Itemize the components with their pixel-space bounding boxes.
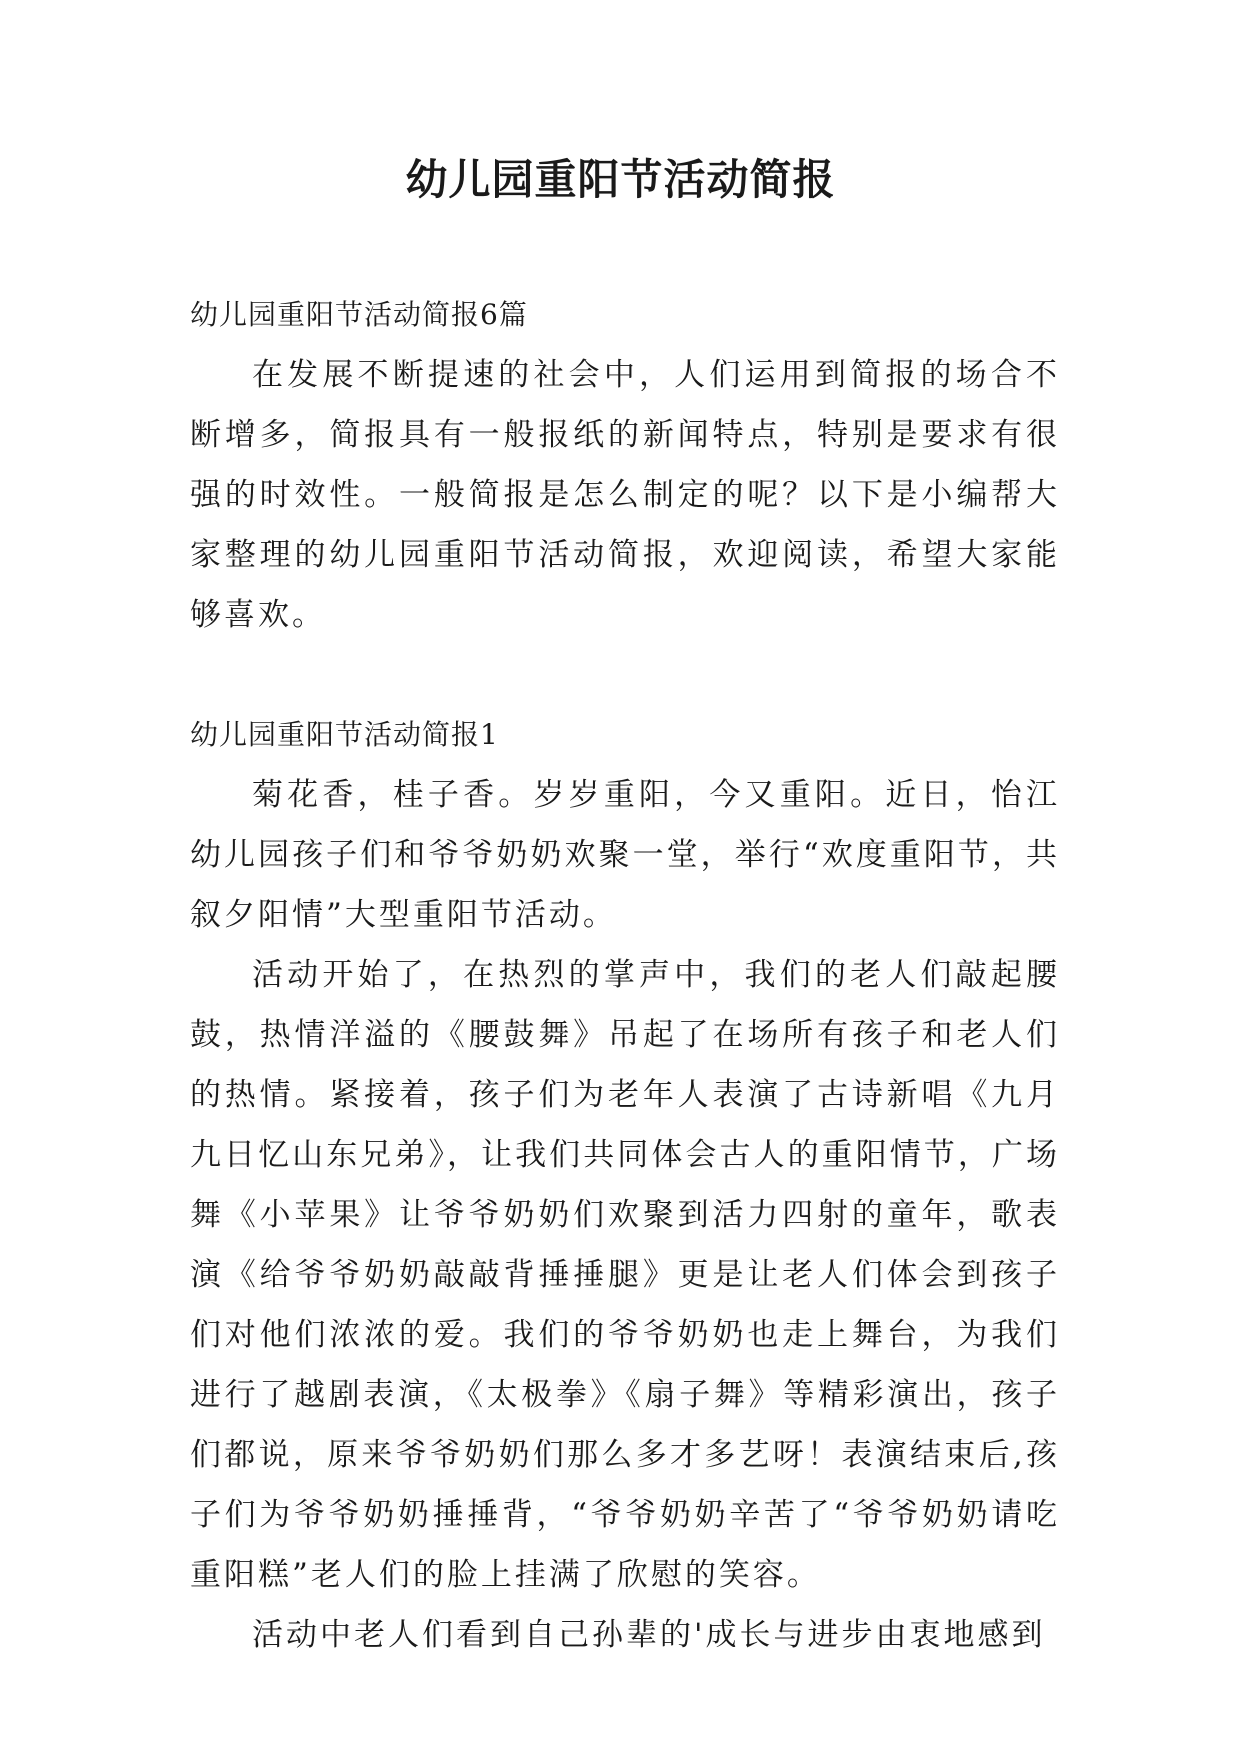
body-paragraph: 活动中老人们看到自己孙辈的'成长与进步由衷地感到 bbox=[252, 1617, 1046, 1653]
body-paragraph: 活动开始了，在热烈的掌声中，我们的老人们敲起腰鼓，热情洋溢的《腰鼓舞》吊起了在场所有孩子和老人们的热情。紧接着，孩子们为老年人表演了古诗新唱《九月九日忆山东兄弟》，让我们共同体会古人的重阳情节，广场舞《小苹果》让爷爷奶奶们欢聚到活力四射的童年，歌表演《给爷爷奶奶敲敲背捶捶腿》更是让老人们体会到孩子们对他们浓浓的爱。我们的爷爷奶奶也走上舞台，为我们进行了越剧表演，《太极拳》《扇子舞》等精彩演出，孩子们都说，原来爷爷奶奶们那么多才多艺呀！表演结束后,孩子们为爷爷奶奶捶捶背，“爷爷奶奶辛苦了“爷爷奶奶请吃重阳糕”老人们的脸上挂满了欣慰的笑容。 bbox=[190, 957, 1060, 1593]
collection-heading: 幼儿园重阳节活动简报6篇 bbox=[190, 298, 528, 331]
document-body bbox=[190, 285, 1060, 1665]
intro-paragraph: 在发展不断提速的社会中，人们运用到简报的场合不断增多，简报具有一般报纸的新闻特点，特别是要求有很强的时效性。一般简报是怎么制定的呢？以下是小编帮大家整理的幼儿园重阳节活动简报，欢迎阅读，希望大家能够喜欢。 bbox=[190, 357, 1060, 633]
body-paragraph: 菊花香，桂子香。岁岁重阳，今又重阳。近日，怡江幼儿园孩子们和爷爷奶奶欢聚一堂，举行“欢度重阳节，共叙夕阳情”大型重阳节活动。 bbox=[190, 777, 1060, 933]
section-heading: 幼儿园重阳节活动简报1 bbox=[190, 718, 499, 751]
document-title: 幼儿园重阳节活动简报 bbox=[405, 155, 836, 204]
section-spacer bbox=[190, 645, 1060, 705]
